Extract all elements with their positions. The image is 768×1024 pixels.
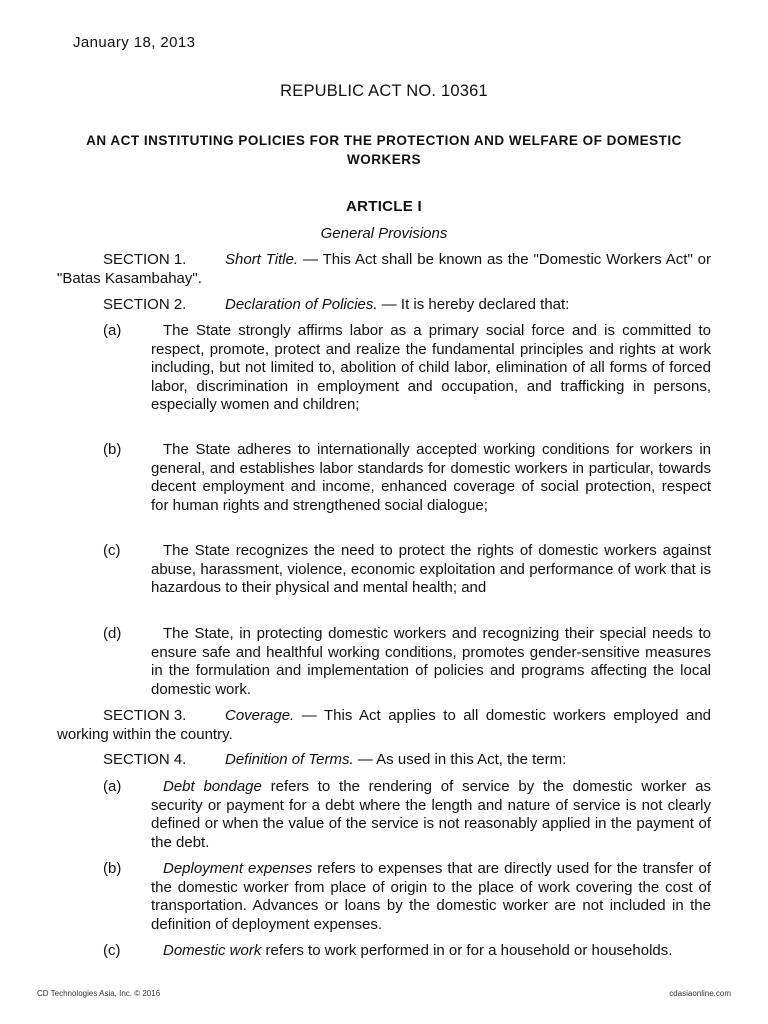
section-text: — This Act shall be known as the "Domestic Workers Act" or "Batas Kasambahay". bbox=[57, 251, 711, 287]
document-date: January 18, 2013 bbox=[73, 34, 196, 51]
defined-term: Deployment expenses bbox=[163, 860, 313, 877]
item-marker: (b) bbox=[103, 441, 122, 458]
section-label: SECTION 3. bbox=[103, 707, 187, 724]
item-text bbox=[151, 860, 711, 934]
item-marker: (c) bbox=[103, 942, 121, 959]
section-text: — As used in this Act, the term: bbox=[353, 751, 567, 768]
section-2 bbox=[57, 296, 711, 315]
policy-item-a bbox=[57, 322, 711, 415]
defined-term: Domestic work bbox=[163, 942, 262, 959]
item-marker: (d) bbox=[103, 625, 122, 642]
act-title: AN ACT INSTITUTING POLICIES FOR THE PROTECTION AND WELFARE OF DOMESTIC WORKERS bbox=[86, 133, 682, 167]
policy-item-c bbox=[57, 542, 711, 598]
footer-website: cdasiaonline.com bbox=[669, 989, 731, 998]
section-4 bbox=[57, 751, 711, 770]
policy-item-d bbox=[57, 625, 711, 699]
section-title: Declaration of Policies. bbox=[225, 296, 378, 313]
section-title: Short Title. bbox=[225, 251, 299, 268]
act-number: REPUBLIC ACT NO. 10361 bbox=[280, 82, 488, 100]
item-marker: (b) bbox=[103, 860, 122, 877]
section-title: Coverage. bbox=[225, 707, 295, 724]
section-label: SECTION 4. bbox=[103, 751, 187, 768]
item-text bbox=[151, 942, 711, 961]
item-marker: (a) bbox=[103, 778, 122, 795]
article-subtitle: General Provisions bbox=[320, 225, 448, 242]
section-label: SECTION 2. bbox=[103, 296, 187, 313]
item-text: The State strongly affirms labor as a primary social force and is committed to respect, promote, protect and realize the fundamental principles and rights at work including, but not limited to, abolition of child labor, elimination of all forms of forced labor, discrimination in employment and occupation, and trafficking in persons, especially women and children; bbox=[151, 322, 711, 414]
definition-text: refers to the rendering of service by the domestic worker as security or payment for a debt where the length and nature of service is not clearly defined or when the value of the service is not reasonably applied in the payment of the debt. bbox=[151, 778, 712, 851]
item-marker: (a) bbox=[103, 322, 122, 339]
article-label: ARTICLE I bbox=[345, 198, 423, 215]
section-title: Definition of Terms. bbox=[225, 751, 354, 768]
definition-item-a bbox=[57, 778, 711, 852]
definition-text: refers to expenses that are directly used for the transfer of the domestic worker from place of origin to the place of work covering the cost of transportation. Advances or loans by the domestic worker are not included in the definition of deployment expenses. bbox=[151, 860, 711, 933]
defined-term: Debt bondage bbox=[163, 778, 262, 795]
item-text: The State recognizes the need to protect the rights of domestic workers against abuse, harassment, violence, economic exploitation and performance of work that is hazardous to their physical and mental health; and bbox=[151, 542, 711, 597]
item-text bbox=[151, 778, 711, 852]
item-text: The State, in protecting domestic workers and recognizing their special needs to ensure safe and healthful working conditions, promotes gender-sensitive measures in the formulation and implementation of policies and programs affecting the local domestic work. bbox=[151, 625, 711, 698]
definition-text: refers to work performed in or for a household or households. bbox=[261, 942, 673, 959]
policy-item-b bbox=[57, 441, 711, 515]
definition-item-c bbox=[57, 942, 711, 961]
section-1 bbox=[57, 251, 711, 288]
definition-item-b bbox=[57, 860, 711, 934]
section-3 bbox=[57, 707, 711, 744]
footer-copyright: CD Technologies Asia, Inc. © 2016 bbox=[37, 989, 161, 998]
item-marker: (c) bbox=[103, 542, 121, 559]
section-label: SECTION 1. bbox=[103, 251, 187, 268]
item-text: The State adheres to internationally accepted working conditions for workers in general, and establishes labor standards for domestic workers in particular, towards decent employment and income, enhanced coverage of social protection, respect for human rights and strengthened social dialogue; bbox=[151, 441, 711, 514]
section-text: — This Act applies to all domestic workers employed and working within the country. bbox=[57, 707, 711, 743]
section-text: — It is hereby declared that: bbox=[377, 296, 570, 313]
